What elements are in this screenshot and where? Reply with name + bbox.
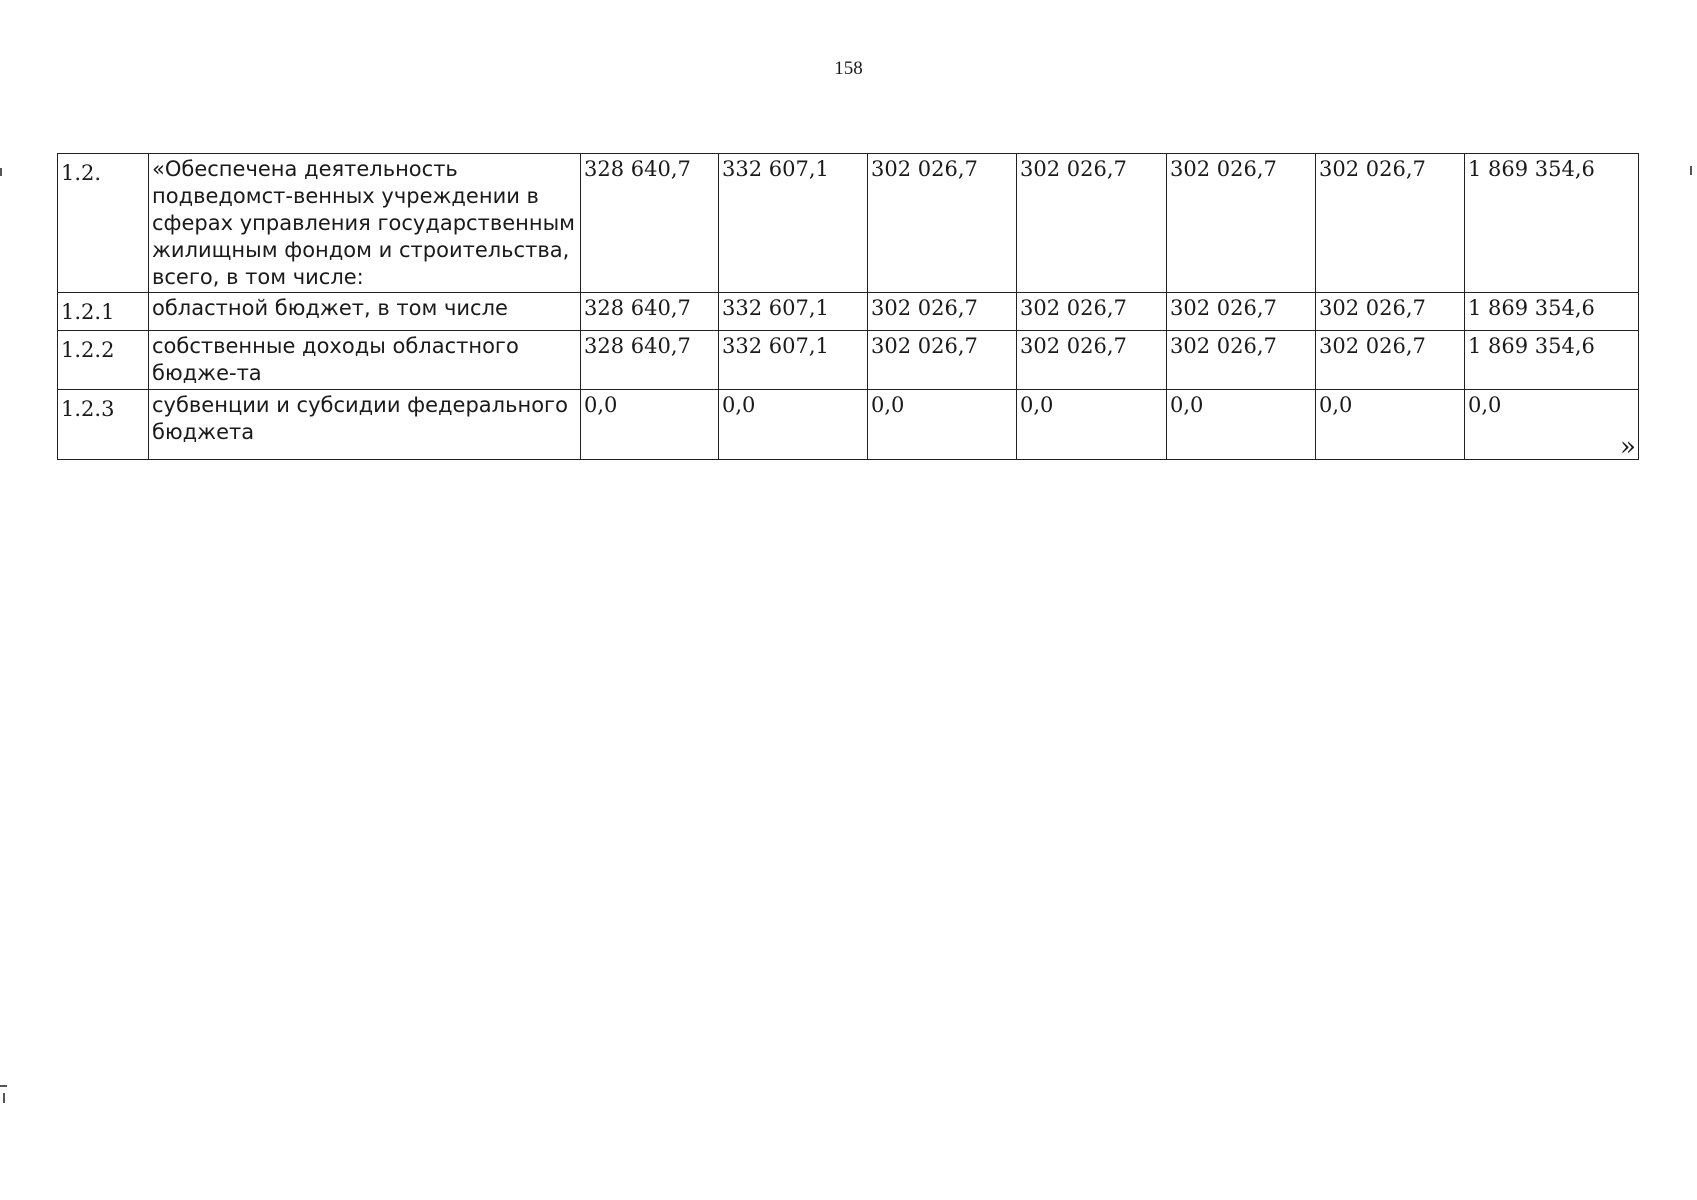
- value-cell: 302 026,7: [1017, 154, 1167, 293]
- value-cell: 0,0: [719, 390, 868, 460]
- page-number: 158: [834, 58, 863, 79]
- value-cell: 332 607,1: [719, 154, 868, 293]
- row-index: 1.2.2: [58, 331, 149, 390]
- table-row: [58, 293, 1639, 331]
- table-row: [58, 331, 1639, 390]
- value-cell: 302 026,7: [868, 154, 1017, 293]
- value-cell: 0,0: [1167, 390, 1316, 460]
- value-cell: 302 026,7: [1316, 293, 1465, 331]
- table-row: [58, 390, 1639, 460]
- value-cell: 302 026,7: [868, 331, 1017, 390]
- value-cell: 302 026,7: [1316, 331, 1465, 390]
- scan-artifact: [3, 1093, 5, 1103]
- value-cell: 0,0: [1316, 390, 1465, 460]
- value-cell: 328 640,7: [581, 331, 719, 390]
- row-index: 1.2.1: [58, 293, 149, 331]
- scan-artifact: [0, 1085, 7, 1087]
- row-label: «Обеспечена деятельность подведомст-венных учреждении в сферах управления государственным жилищным фондом и строительства, всего, в том числе:: [149, 154, 581, 293]
- closing-quote: »: [1620, 432, 1636, 462]
- value-cell: 302 026,7: [868, 293, 1017, 331]
- value-cell: 0,0: [868, 390, 1017, 460]
- table-row: [58, 154, 1639, 293]
- total-cell: 1 869 354,6: [1465, 154, 1639, 293]
- total-cell: 1 869 354,6: [1465, 293, 1639, 331]
- value-cell: 332 607,1: [719, 293, 868, 331]
- total-cell: 0,0: [1465, 390, 1639, 460]
- value-cell: 328 640,7: [581, 293, 719, 331]
- value-cell: 302 026,7: [1167, 293, 1316, 331]
- value-cell: 302 026,7: [1167, 154, 1316, 293]
- value-cell: 328 640,7: [581, 154, 719, 293]
- value-cell: 302 026,7: [1167, 331, 1316, 390]
- row-label: областной бюджет, в том числе: [149, 293, 581, 331]
- row-label: субвенции и субсидии федерального бюджета: [149, 390, 581, 460]
- value-cell: 0,0: [581, 390, 719, 460]
- total-cell: 1 869 354,6: [1465, 331, 1639, 390]
- row-index: 1.2.3: [58, 390, 149, 460]
- value-cell: 302 026,7: [1017, 293, 1167, 331]
- value-cell: 0,0: [1017, 390, 1167, 460]
- value-cell: 332 607,1: [719, 331, 868, 390]
- budget-table: [57, 153, 1639, 460]
- value-cell: 302 026,7: [1316, 154, 1465, 293]
- scan-artifact: [1690, 166, 1692, 175]
- value-cell: 302 026,7: [1017, 331, 1167, 390]
- row-label: собственные доходы областного бюдже-та: [149, 331, 581, 390]
- row-index: 1.2.: [58, 154, 149, 293]
- scan-artifact: [0, 168, 2, 176]
